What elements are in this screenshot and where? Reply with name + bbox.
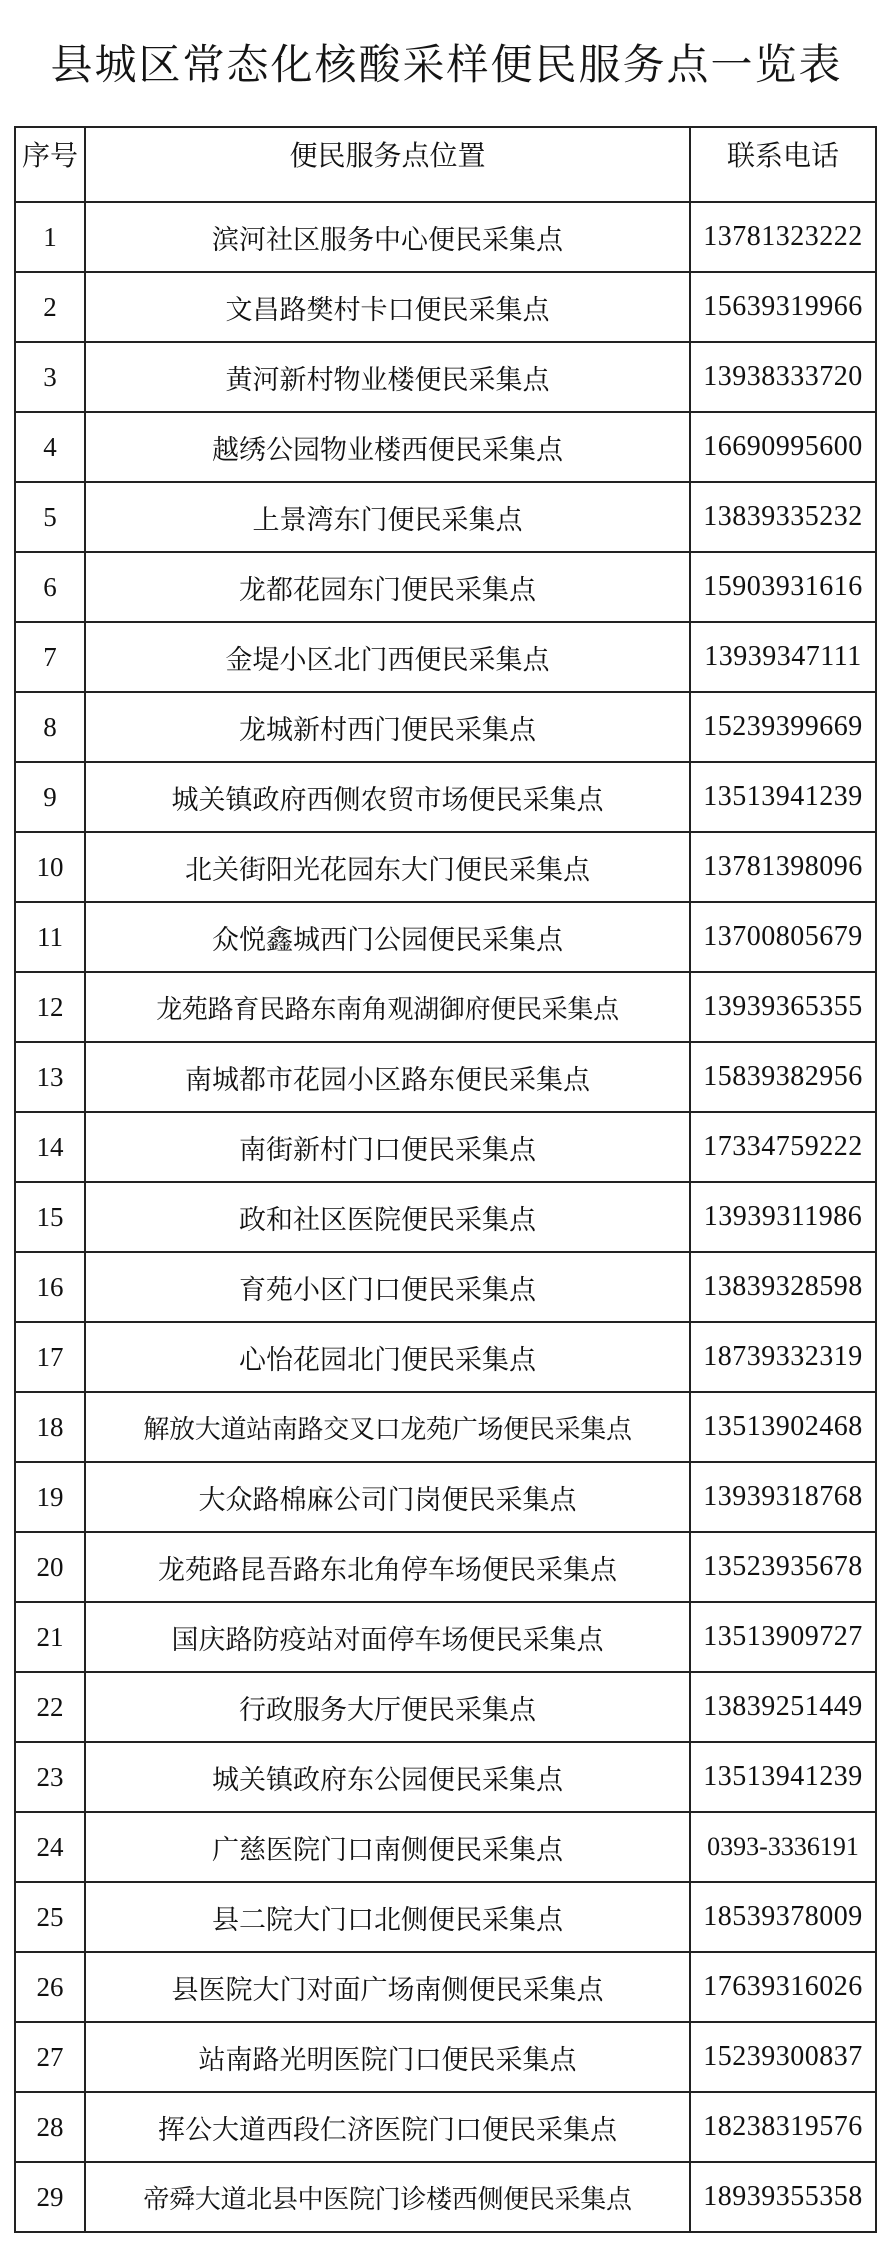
row-index: 6 bbox=[15, 552, 85, 622]
row-index: 21 bbox=[15, 1602, 85, 1672]
row-phone: 13513941239 bbox=[690, 762, 876, 832]
row-phone: 13839335232 bbox=[690, 482, 876, 552]
row-location: 心怡花园北门便民采集点 bbox=[85, 1322, 690, 1392]
table-row bbox=[15, 972, 876, 1042]
table-row bbox=[15, 342, 876, 412]
row-phone: 17639316026 bbox=[690, 1952, 876, 2022]
row-index: 5 bbox=[15, 482, 85, 552]
page-title: 县城区常态化核酸采样便民服务点一览表 bbox=[50, 40, 843, 89]
table-row bbox=[15, 1882, 876, 1952]
row-index: 29 bbox=[15, 2162, 85, 2232]
row-location: 帝舜大道北县中医院门诊楼西侧便民采集点 bbox=[85, 2162, 690, 2232]
row-index: 1 bbox=[15, 202, 85, 272]
row-location: 县医院大门对面广场南侧便民采集点 bbox=[85, 1952, 690, 2022]
table-row bbox=[15, 832, 876, 902]
table-row bbox=[15, 1672, 876, 1742]
row-index: 26 bbox=[15, 1952, 85, 2022]
row-location: 解放大道站南路交叉口龙苑广场便民采集点 bbox=[85, 1392, 690, 1462]
table-row bbox=[15, 552, 876, 622]
table-row bbox=[15, 482, 876, 552]
row-location: 国庆路防疫站对面停车场便民采集点 bbox=[85, 1602, 690, 1672]
row-phone: 13781398096 bbox=[690, 832, 876, 902]
row-location: 越绣公园物业楼西便民采集点 bbox=[85, 412, 690, 482]
row-location: 北关街阳光花园东大门便民采集点 bbox=[85, 832, 690, 902]
row-index: 22 bbox=[15, 1672, 85, 1742]
row-phone: 13513909727 bbox=[690, 1602, 876, 1672]
row-location: 南街新村门口便民采集点 bbox=[85, 1112, 690, 1182]
table-row bbox=[15, 2022, 876, 2092]
table-row bbox=[15, 2162, 876, 2232]
row-index: 23 bbox=[15, 1742, 85, 1812]
row-index: 25 bbox=[15, 1882, 85, 1952]
table-row bbox=[15, 1812, 876, 1882]
row-location: 龙城新村西门便民采集点 bbox=[85, 692, 690, 762]
header-location: 便民服务点位置 bbox=[85, 127, 690, 202]
row-phone: 18939355358 bbox=[690, 2162, 876, 2232]
row-index: 4 bbox=[15, 412, 85, 482]
header-index: 序号 bbox=[15, 127, 85, 202]
table-row bbox=[15, 272, 876, 342]
row-location: 南城都市花园小区路东便民采集点 bbox=[85, 1042, 690, 1112]
row-phone: 18739332319 bbox=[690, 1322, 876, 1392]
row-location: 城关镇政府西侧农贸市场便民采集点 bbox=[85, 762, 690, 832]
table-row bbox=[15, 1462, 876, 1532]
table-body bbox=[15, 202, 876, 2232]
header-phone: 联系电话 bbox=[690, 127, 876, 202]
row-index: 15 bbox=[15, 1182, 85, 1252]
row-index: 24 bbox=[15, 1812, 85, 1882]
table-row bbox=[15, 1322, 876, 1392]
row-location: 龙都花园东门便民采集点 bbox=[85, 552, 690, 622]
table-row bbox=[15, 692, 876, 762]
row-phone: 13939365355 bbox=[690, 972, 876, 1042]
table-row bbox=[15, 762, 876, 832]
row-location: 城关镇政府东公园便民采集点 bbox=[85, 1742, 690, 1812]
row-location: 龙苑路昆吾路东北角停车场便民采集点 bbox=[85, 1532, 690, 1602]
row-index: 17 bbox=[15, 1322, 85, 1392]
row-index: 16 bbox=[15, 1252, 85, 1322]
row-phone: 13700805679 bbox=[690, 902, 876, 972]
row-phone: 18539378009 bbox=[690, 1882, 876, 1952]
row-index: 8 bbox=[15, 692, 85, 762]
row-phone: 17334759222 bbox=[690, 1112, 876, 1182]
table-row bbox=[15, 1112, 876, 1182]
row-location: 广慈医院门口南侧便民采集点 bbox=[85, 1812, 690, 1882]
row-index: 20 bbox=[15, 1532, 85, 1602]
row-phone: 13513941239 bbox=[690, 1742, 876, 1812]
row-phone: 13523935678 bbox=[690, 1532, 876, 1602]
row-location: 金堤小区北门西便民采集点 bbox=[85, 622, 690, 692]
row-phone: 13939318768 bbox=[690, 1462, 876, 1532]
row-phone: 16690995600 bbox=[690, 412, 876, 482]
row-phone: 18238319576 bbox=[690, 2092, 876, 2162]
row-phone: 15903931616 bbox=[690, 552, 876, 622]
row-location: 大众路棉麻公司门岗便民采集点 bbox=[85, 1462, 690, 1532]
table-row bbox=[15, 2092, 876, 2162]
row-index: 14 bbox=[15, 1112, 85, 1182]
row-index: 7 bbox=[15, 622, 85, 692]
row-phone: 15639319966 bbox=[690, 272, 876, 342]
row-location: 县二院大门口北侧便民采集点 bbox=[85, 1882, 690, 1952]
row-phone: 13839328598 bbox=[690, 1252, 876, 1322]
table-row bbox=[15, 1392, 876, 1462]
table-header-row bbox=[15, 127, 876, 202]
row-index: 11 bbox=[15, 902, 85, 972]
table-row bbox=[15, 1042, 876, 1112]
row-phone: 13939311986 bbox=[690, 1182, 876, 1252]
row-location: 龙苑路育民路东南角观湖御府便民采集点 bbox=[85, 972, 690, 1042]
row-phone: 15239399669 bbox=[690, 692, 876, 762]
row-location: 站南路光明医院门口便民采集点 bbox=[85, 2022, 690, 2092]
table-row bbox=[15, 622, 876, 692]
row-phone: 13513902468 bbox=[690, 1392, 876, 1462]
row-index: 13 bbox=[15, 1042, 85, 1112]
row-index: 12 bbox=[15, 972, 85, 1042]
table-row bbox=[15, 412, 876, 482]
service-points-table bbox=[14, 126, 877, 2233]
row-location: 政和社区医院便民采集点 bbox=[85, 1182, 690, 1252]
row-location: 育苑小区门口便民采集点 bbox=[85, 1252, 690, 1322]
row-index: 28 bbox=[15, 2092, 85, 2162]
row-location: 滨河社区服务中心便民采集点 bbox=[85, 202, 690, 272]
row-location: 挥公大道西段仁济医院门口便民采集点 bbox=[85, 2092, 690, 2162]
row-location: 上景湾东门便民采集点 bbox=[85, 482, 690, 552]
row-location: 众悦鑫城西门公园便民采集点 bbox=[85, 902, 690, 972]
table-row bbox=[15, 1532, 876, 1602]
row-index: 2 bbox=[15, 272, 85, 342]
row-location: 黄河新村物业楼便民采集点 bbox=[85, 342, 690, 412]
row-phone: 13938333720 bbox=[690, 342, 876, 412]
row-phone: 13839251449 bbox=[690, 1672, 876, 1742]
table-row bbox=[15, 1742, 876, 1812]
table-row bbox=[15, 202, 876, 272]
row-index: 9 bbox=[15, 762, 85, 832]
table-row bbox=[15, 1952, 876, 2022]
table-row bbox=[15, 1602, 876, 1672]
row-phone: 15239300837 bbox=[690, 2022, 876, 2092]
table-row bbox=[15, 1182, 876, 1252]
row-index: 19 bbox=[15, 1462, 85, 1532]
row-location: 行政服务大厅便民采集点 bbox=[85, 1672, 690, 1742]
row-index: 18 bbox=[15, 1392, 85, 1462]
row-phone: 13781323222 bbox=[690, 202, 876, 272]
row-index: 27 bbox=[15, 2022, 85, 2092]
row-phone: 13939347111 bbox=[690, 622, 876, 692]
table-row bbox=[15, 1252, 876, 1322]
row-index: 3 bbox=[15, 342, 85, 412]
row-phone: 15839382956 bbox=[690, 1042, 876, 1112]
row-location: 文昌路樊村卡口便民采集点 bbox=[85, 272, 690, 342]
row-phone: 0393-3336191 bbox=[690, 1812, 876, 1882]
row-index: 10 bbox=[15, 832, 85, 902]
table-row bbox=[15, 902, 876, 972]
